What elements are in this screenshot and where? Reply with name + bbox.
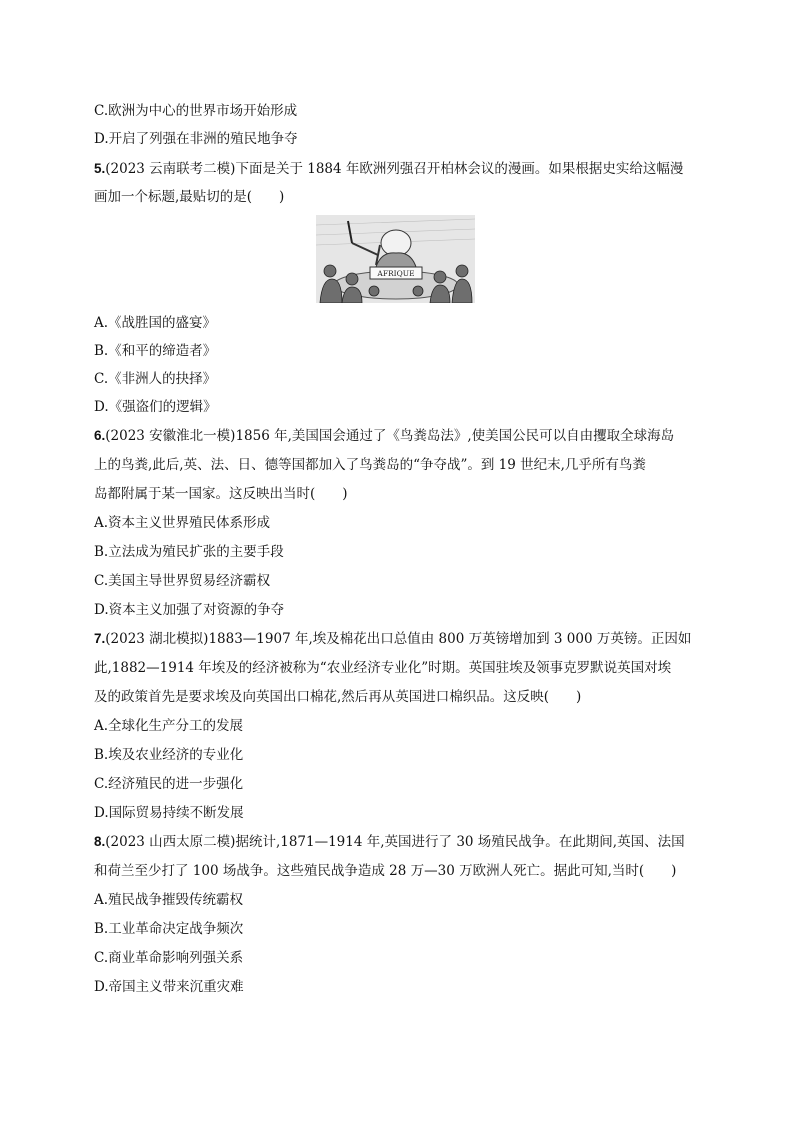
q8-option-d: D.帝国主义带来沉重灾难	[94, 979, 244, 995]
q5-option-b: B.《和平的缔造者》	[94, 343, 217, 359]
q4-option-c: C.欧洲为中心的世界市场开始形成	[94, 103, 298, 119]
q7-option-c: C.经济殖民的进一步强化	[94, 776, 244, 792]
q7-option-a: A.全球化生产分工的发展	[94, 718, 244, 734]
q7-stem-line-1	[94, 629, 714, 649]
berlin-conference-cartoon	[316, 215, 475, 303]
q6-option-d: D.资本主义加强了对资源的争夺	[94, 602, 285, 618]
q6-stem-text-1: (2023 安徽淮北一模)1856 年,美国国会通过了《鸟粪岛法》,使美国公民可以自由攫取全球海岛	[105, 428, 675, 444]
q8-stem-line-1	[94, 832, 714, 852]
q6-stem-line-1	[94, 426, 714, 446]
q8-option-b: B.工业革命决定战争频次	[94, 921, 244, 937]
q5-option-a: A.《战胜国的盛宴》	[94, 315, 217, 331]
q8-stem-text-1: (2023 山西太原二模)据统计,1871—1914 年,英国进行了 30 场殖民战争。在此期间,英国、法国	[105, 834, 685, 850]
q5-number: 5.	[94, 161, 106, 176]
q8-stem-line-2: 和荷兰至少打了 100 场战争。这些殖民战争造成 28 万—30 万欧洲人死亡。据此可知,当时( )	[94, 863, 677, 879]
q5-option-d: D.《强盗们的逻辑》	[94, 399, 217, 415]
q8-option-a: A.殖民战争摧毁传统霸权	[94, 892, 244, 908]
q6-option-c: C.美国主导世界贸易经济霸权	[94, 573, 271, 589]
q5-option-c: C.《非洲人的抉择》	[94, 371, 217, 387]
q8-number: 8.	[94, 834, 106, 849]
q6-option-b: B.立法成为殖民扩张的主要手段	[94, 544, 284, 560]
q6-stem-line-2: 上的鸟粪,此后,英、法、日、德等国都加入了鸟粪岛的“争夺战”。到 19 世纪末,几乎所有鸟粪	[94, 457, 646, 473]
q5-stem-line-1	[94, 159, 714, 179]
q6-stem-line-3: 岛都附属于某一国家。这反映出当时( )	[94, 486, 348, 502]
cartoon-illustration	[316, 215, 475, 303]
q5-stem-line-2: 画加一个标题,最贴切的是( )	[94, 189, 285, 205]
q7-stem-line-3: 及的政策首先是要求埃及向英国出口棉花,然后再从英国进口棉织品。这反映( )	[94, 689, 582, 705]
q4-option-d: D.开启了列强在非洲的殖民地争夺	[94, 131, 298, 147]
q6-number: 6.	[94, 428, 106, 443]
q7-stem-line-2: 此,1882—1914 年埃及的经济被称为“农业经济专业化”时期。英国驻埃及领事克罗默说英国对埃	[94, 660, 672, 676]
q7-stem-text-1: (2023 湖北模拟)1883—1907 年,埃及棉花出口总值由 800 万英镑增加到 3 000 万英镑。正因如	[105, 631, 692, 647]
q8-option-c: C.商业革命影响列强关系	[94, 950, 244, 966]
q6-option-a: A.资本主义世界殖民体系形成	[94, 515, 271, 531]
q7-option-d: D.国际贸易持续不断发展	[94, 805, 244, 821]
q7-option-b: B.埃及农业经济的专业化	[94, 747, 244, 763]
q5-stem-text-1: (2023 云南联考二模)下面是关于 1884 年欧洲列强召开柏林会议的漫画。如果根据史实给这幅漫	[105, 161, 684, 177]
q7-number: 7.	[94, 631, 106, 646]
cartoon-label: AFRIQUE	[377, 269, 415, 278]
